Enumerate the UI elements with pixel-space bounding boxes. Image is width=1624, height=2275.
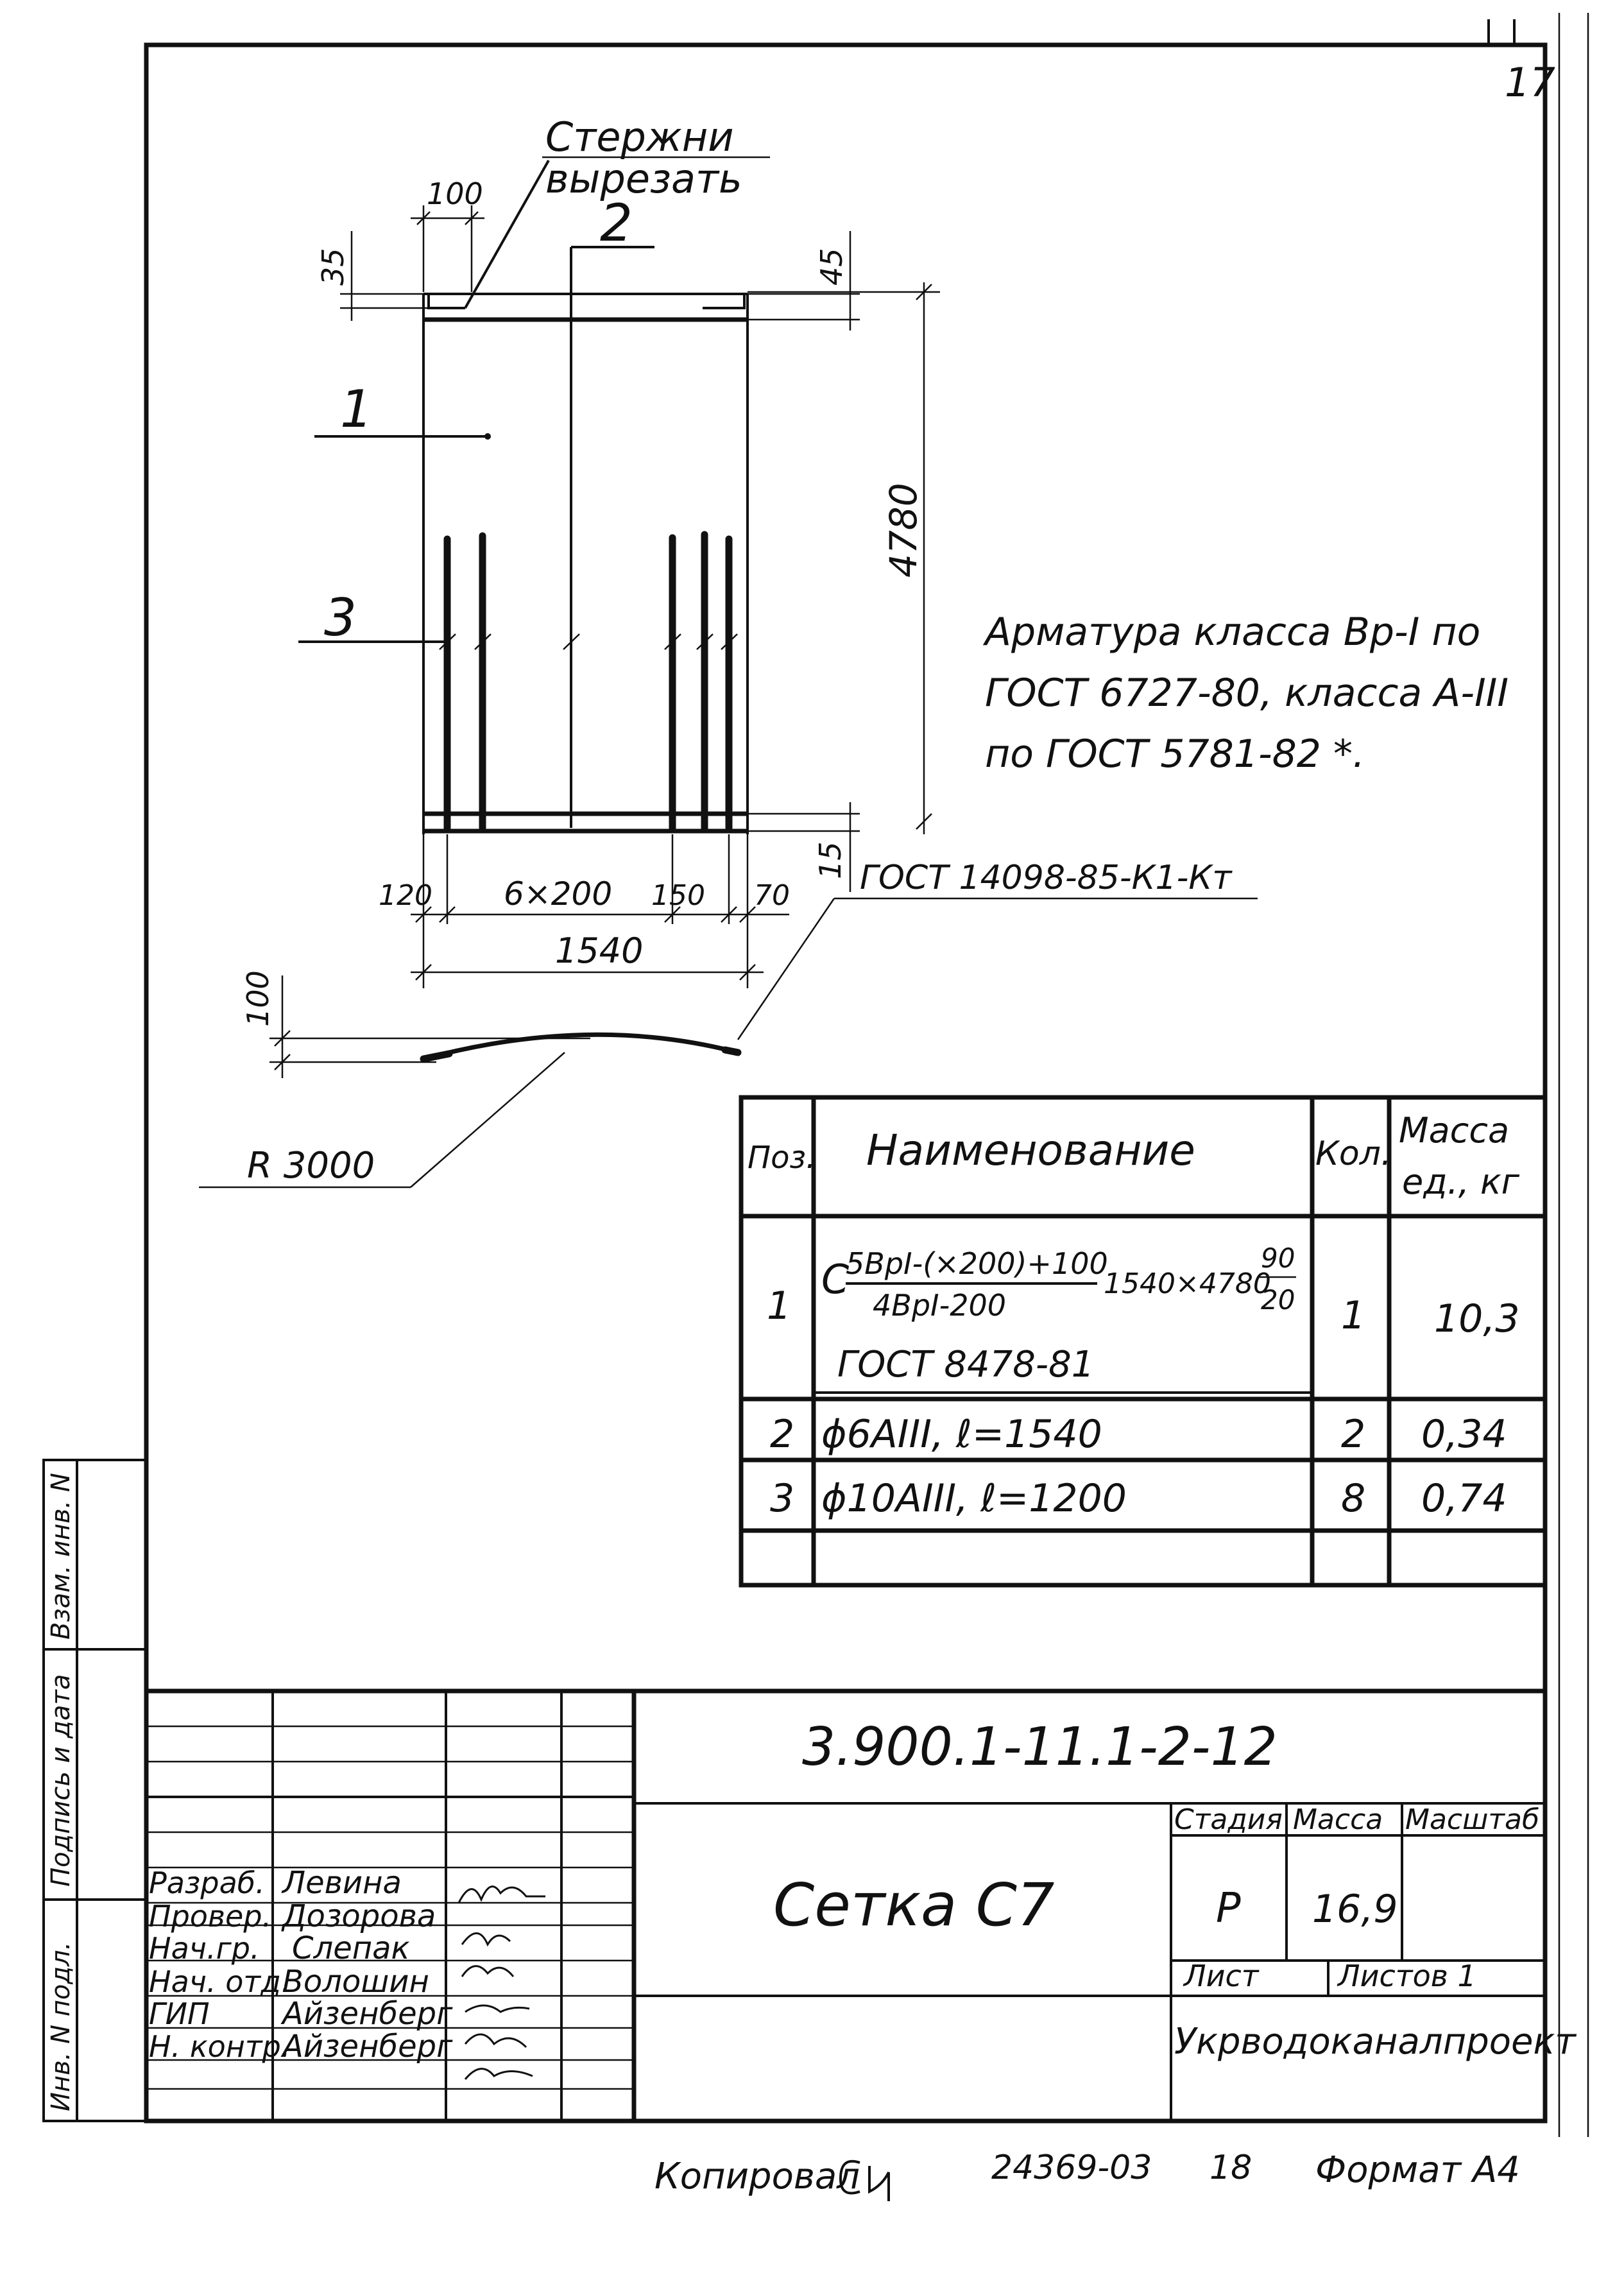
dim-150: 150: [651, 879, 705, 912]
name-norm-control: Айзенберг: [282, 2029, 453, 2065]
dim-120: 120: [379, 879, 432, 912]
sheets-label: Листов 1: [1338, 1959, 1476, 1993]
dim-45: 45: [814, 248, 849, 286]
row2-qty: 2: [1341, 1412, 1366, 1457]
radius-label: R 3000: [247, 1145, 375, 1187]
note-line1: Арматура класса Вр-I по: [985, 610, 1481, 655]
row1-mass: 10,3: [1434, 1296, 1520, 1341]
col-scale: Масштаб: [1405, 1803, 1540, 1836]
role-checker: Провер.: [149, 1899, 272, 1934]
sheet-label: Лист: [1184, 1959, 1259, 1993]
spec-header-mass-2: ед., кг: [1402, 1162, 1520, 1202]
row3-qty: 8: [1341, 1476, 1366, 1521]
role-group-head: Нач.гр.: [149, 1931, 260, 1966]
row1-formula-size: 1540×4780: [1104, 1267, 1271, 1300]
dim-100-top: 100: [427, 176, 483, 211]
note-line3: по ГОСТ 5781-82 *.: [985, 732, 1365, 777]
mass-value: 16,9: [1312, 1887, 1398, 1932]
name-checker: Дозорова: [282, 1898, 436, 1934]
dim-35: 35: [316, 248, 350, 286]
name-dept-head: Волошин: [282, 1964, 429, 2000]
row2-mass: 0,34: [1421, 1412, 1507, 1457]
cut-note-line1: Стержни: [545, 114, 734, 160]
col-mass: Масса: [1293, 1803, 1383, 1836]
stamp-sign-date: Подпись и дата: [46, 1674, 76, 1887]
row1-pos: 1: [767, 1283, 792, 1328]
pos3-label: 3: [324, 588, 357, 648]
mesh-drawing: [423, 247, 748, 834]
doc-code: 3.900.1-11.1-2-12: [802, 1717, 1278, 1778]
dim-4780: 4780: [882, 483, 925, 578]
row2-name: ϕ6АIII, ℓ=1540: [821, 1412, 1102, 1457]
copy-page: 18: [1209, 2149, 1252, 2187]
row1-formula-den: 4ВрI-200: [873, 1288, 1006, 1323]
copied-label: Копировал: [654, 2156, 860, 2197]
row3-mass: 0,74: [1421, 1476, 1507, 1521]
dim-1540: 1540: [555, 931, 644, 971]
spec-header-pos: Поз.: [748, 1140, 816, 1176]
row3-pos: 3: [770, 1476, 795, 1521]
dim-100-side: 100: [241, 970, 275, 1027]
note-line2: ГОСТ 6727-80, класса А-III: [985, 671, 1509, 716]
row1-formula-c: С: [821, 1256, 850, 1303]
dim-6x200: 6×200: [504, 875, 613, 913]
role-chief-engineer: ГИП: [149, 1996, 210, 2031]
row1-frac-den: 20: [1261, 1284, 1295, 1316]
name-group-head: Слепак: [292, 1930, 410, 1966]
stamp-inv-replace: Взам. инв. N: [46, 1473, 76, 1640]
row1-frac-num: 90: [1261, 1242, 1295, 1274]
dim-70: 70: [754, 879, 790, 912]
copy-code: 24369-03: [991, 2149, 1152, 2187]
row1-qty: 1: [1341, 1293, 1366, 1338]
dim-15: 15: [813, 841, 848, 879]
role-dept-head: Нач. отд.: [149, 1964, 291, 1999]
row1-formula-num: 5ВрI-(×200)+100: [846, 1246, 1108, 1281]
pos2-label: 2: [600, 193, 633, 253]
weld-gost: ГОСТ 14098-85-К1-Кт: [860, 859, 1232, 897]
stamp-inv-original: Инв. N подл.: [46, 1941, 76, 2111]
format-note: Формат А4: [1315, 2149, 1520, 2191]
sheet-number: 17: [1505, 59, 1555, 106]
col-stage: Стадия: [1174, 1803, 1283, 1836]
spec-header-mass-1: Масса: [1399, 1110, 1510, 1151]
cut-note-line2: вырезать: [545, 155, 742, 202]
row1-gost: ГОСТ 8478-81: [837, 1344, 1095, 1386]
row2-pos: 2: [770, 1412, 795, 1457]
drawing-title: Сетка С7: [773, 1871, 1055, 1939]
stage-value: Р: [1216, 1885, 1241, 1932]
organization: Укрводоканалпроект: [1174, 2021, 1576, 2063]
spec-header-qty: Кол.: [1315, 1135, 1392, 1173]
role-developer: Разраб.: [149, 1866, 265, 1900]
signature-scribbles: [459, 1887, 545, 2079]
role-norm-control: Н. контр.: [149, 2029, 291, 2064]
spec-header-name: Наименование: [866, 1126, 1195, 1175]
name-developer: Левина: [282, 1865, 402, 1901]
name-chief-engineer: Айзенберг: [282, 1996, 453, 2032]
row3-name: ϕ10АIII, ℓ=1200: [821, 1476, 1127, 1521]
pos1-label: 1: [340, 379, 373, 439]
